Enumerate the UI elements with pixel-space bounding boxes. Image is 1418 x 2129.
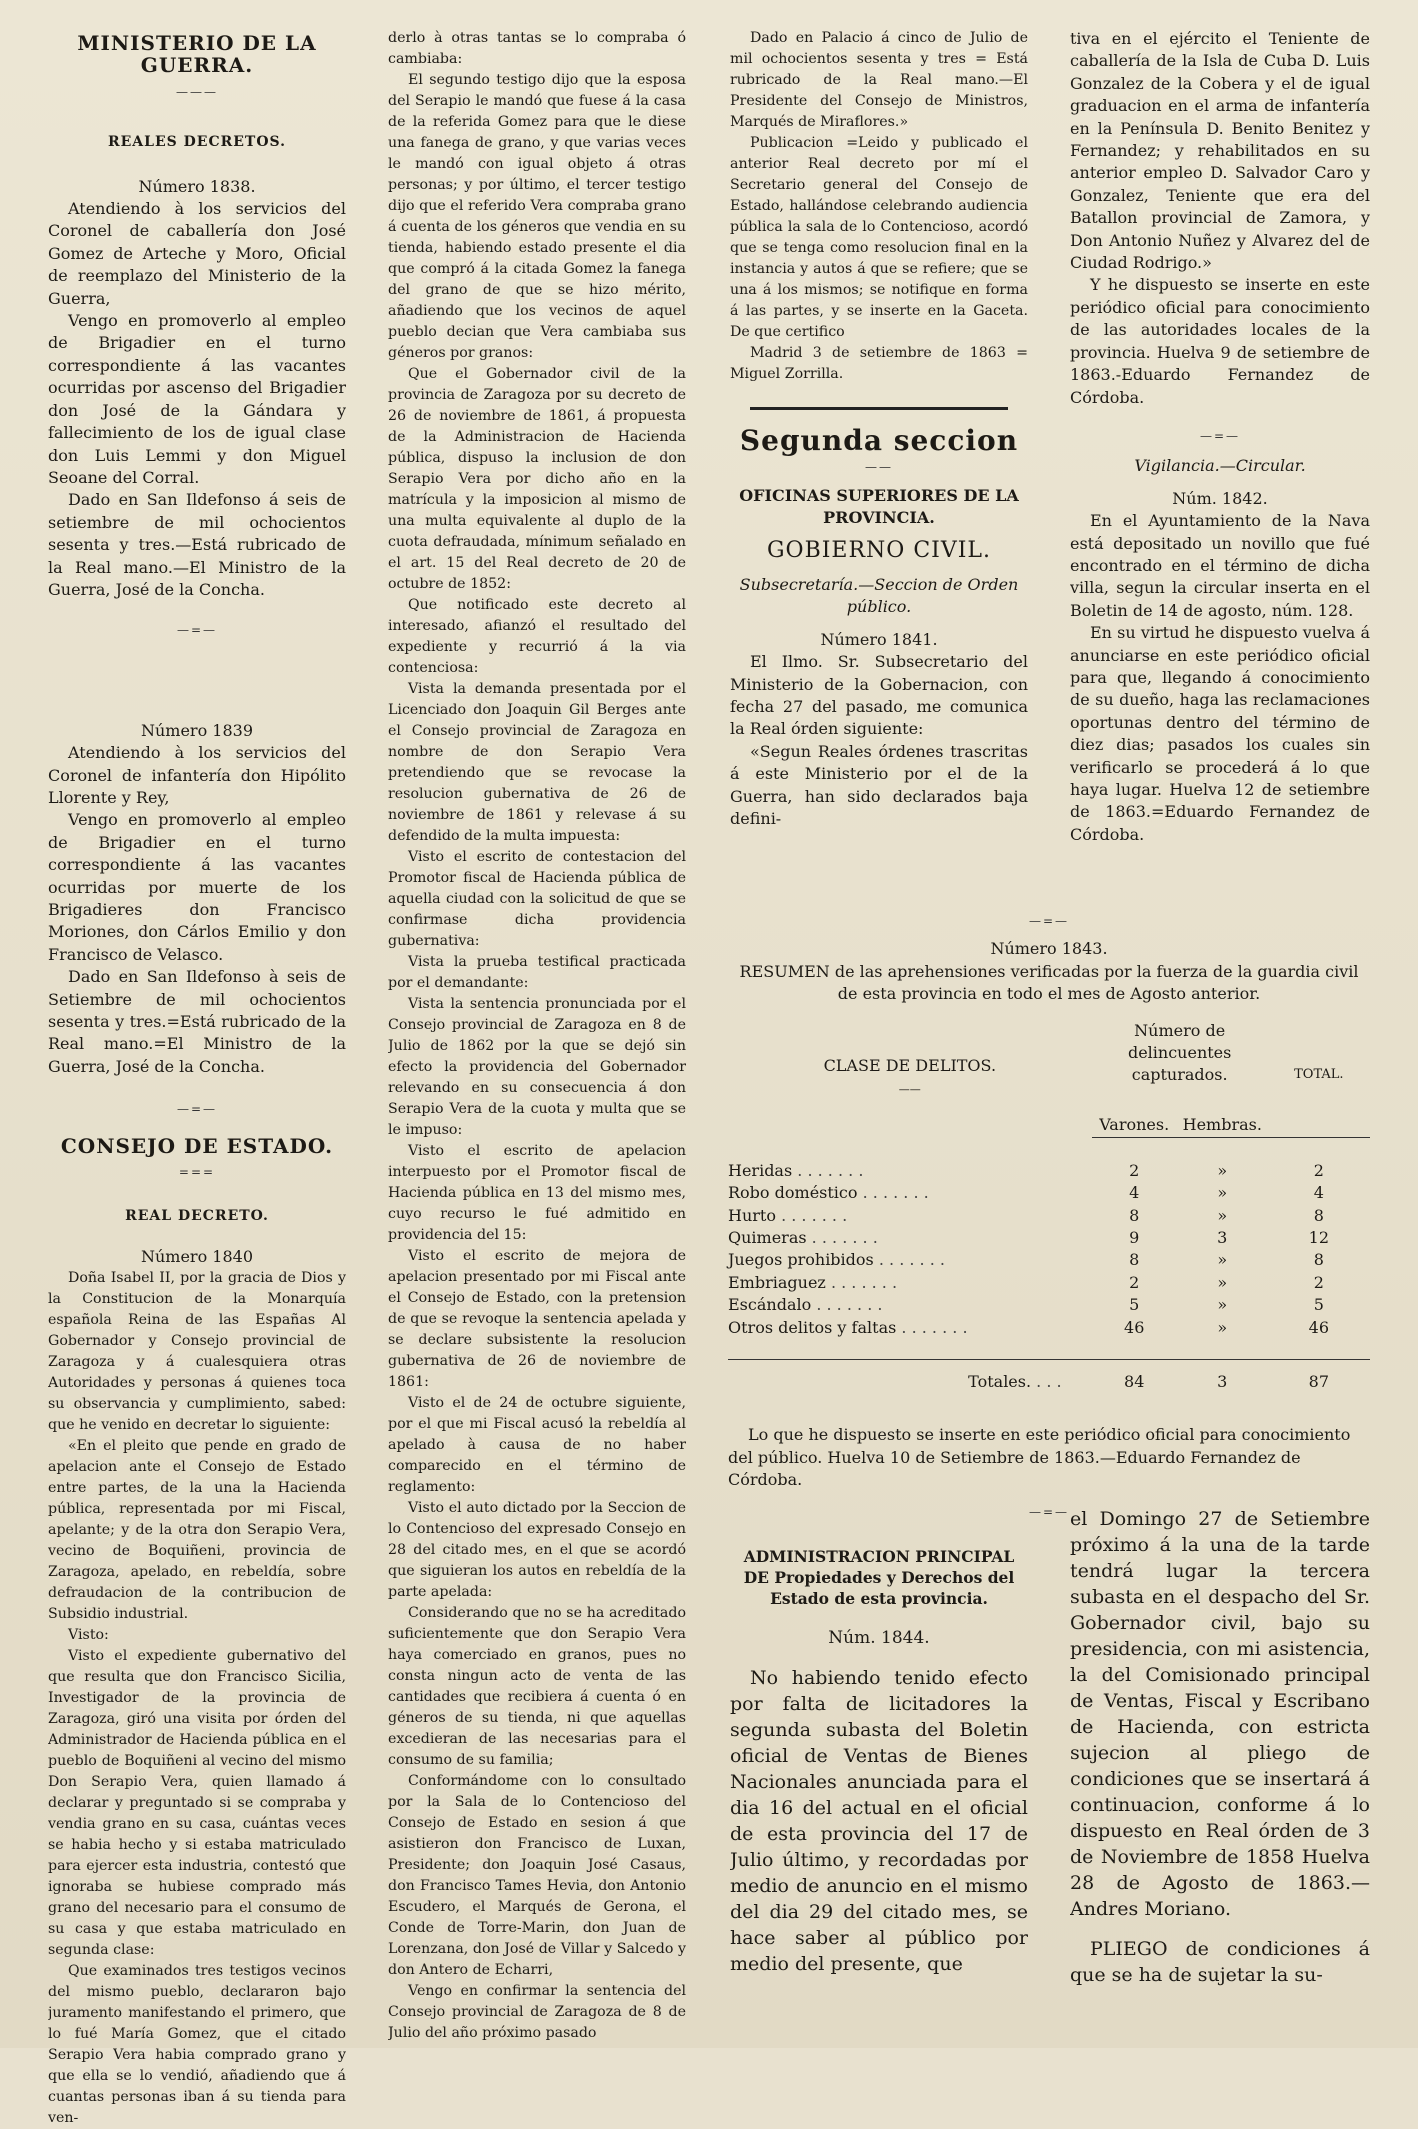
paragraph: el Domingo 27 de Setiembre próximo á la una de la tarde tendrá lugar la tercera subasta en el despacho del Sr. Gobernador civil, bajo su presidencia, con mi asistencia, la del Comisionado principal de Ventas, Fiscal y Escribano de Hacienda, con estricta sujecion al pliego de condiciones que se insertará á continuacion, conforme á lo dispuesto en Real órden de 3 de Noviembre de 1858 Huelva 28 de Agosto de 1863.—Andres Moriano. [1070,1508,1370,1920]
delito-label: Embriaguez . . . . . . . [728,1272,898,1292]
divider: —=— [1028,914,1070,928]
varones-cell: 2 [1129,1160,1140,1180]
total-cell: 8 [1313,1205,1324,1225]
paragraph: Visto el de 24 de octubre siguiente, por el que mi Fiscal acusó la rebeldía al apelado à causa de no haber comparecido en el término de reglamento: [388,1395,686,1495]
hembras-cell: 3 [1217,1228,1228,1248]
varones-cell: 8 [1129,1250,1140,1270]
paragraph: Lo que he dispuesto se inserte en este periódico oficial para conocimiento del público. Huelva 10 de Setiembre de 1863.—Eduardo Fernandez de Córdoba. [728,1425,1351,1489]
hembras-cell: » [1217,1272,1228,1292]
header-numero: Número de delincuentes capturados. [1127,1020,1232,1085]
ministry-title: MINISTERIO DE LA GUERRA. [77,31,317,78]
table-row [728,1249,1370,1271]
hembras-cell: » [1217,1183,1228,1203]
admin-section [730,1546,1028,1977]
hembras-cell: » [1217,1205,1228,1225]
paragraph: Vista la demanda presentada por el Licenciado don Joaquin Gil Berges ante el Consejo provincial de Zaragoza en nombre de don Serapio Vera pretendiendo que se revocase la resolucion gubernativa de 26 de noviembre de 1861 y relevase á su defendido de la multa impuesta: [388,681,686,844]
paragraph: PLIEGO de condiciones á que se ha de sujetar la su- [1070,1938,1370,1986]
paragraph: Publicacion =Leido y publicado el anterior Real decreto por mí el Secretario general del Consejo de Estado, hallándose celebrando audiencia pública la sala de lo Contencioso, acordó que se tenga como resolucion final en la instancia y autos á que se refiere; que se una á los mismos; se notifique en forma á las partes, y se inserte en la Gaceta. De que certifico [730,135,1028,340]
section-rule [750,407,1008,410]
paragraph: tiva en el ejército el Teniente de caballería de la Isla de Cuba D. Luis Gonzalez de la Cobera y el de igual graduacion en el arma de infantería en la Península D. Benito Benitez y Fernandez; y rehabilitados en su anterior empleo D. Salvador Caro y Gonzalez, Teniente que era del Batallon provincial de Zamora, y Don Antonio Nuñez y Alvarez del de Ciudad Rodrigo.» [1070,29,1370,273]
table-row [728,1227,1370,1249]
gobierno-title: GOBIERNO CIVIL. [766,537,992,563]
total-cell: 12 [1308,1228,1330,1248]
delito-label: Heridas . . . . . . . [728,1160,864,1180]
paragraph: En su virtud he dispuesto vuelva á anunciarse en este periódico oficial para que, llegando á conocimiento de su dueño, haga las reclamaciones oportunas dentro del término de diez dias; pasados los cuales sin verificarlo se procederá á lo que haya lugar. Huelva 12 de setiembre de 1863.=Eduardo Fernandez de Córdoba. [1070,623,1370,844]
varones-cell: 4 [1129,1183,1140,1203]
header-clase: CLASE DE DELITOS. —— [823,1056,997,1097]
total-total: 87 [1308,1371,1330,1391]
hembras-cell: » [1217,1295,1228,1315]
paragraph: El segundo testigo dijo que la esposa del Serapio le mandó que fuese á la casa de la referida Gomez para que le diese una fanega de grano, y que varias veces le mandó con igual objeto á otras personas; y por último, el tercer testigo dijo que el referido Vera compraba grano á cuenta de los géneros que vendia en su tienda, habiendo estado presente el dia que compró á la citada Gomez la fanega del grano de que se hizo mérito, añadiendo que los vecinos de aquel pueblo decian que Vera cambiaba sus géneros por granos: [388,72,686,361]
admin-title: ADMINISTRACION PRINCIPAL DE Propiedades y Derechos del Estado de esta provincia. [743,1547,1015,1608]
varones-cell: 9 [1129,1228,1140,1248]
total-cell: 5 [1313,1295,1324,1315]
paragraph: Que notificado este decreto al interesado, afianzó el resultado del expediente y recurrió á la via contenciosa: [388,597,686,676]
paragraph: Dado en Palacio á cinco de Julio de mil ochocientos sesenta y tres = Está rubricado de la Real mano.—El Presidente del Consejo de Ministros, Marqués de Miraflores.» [730,30,1028,130]
delitos-table [728,1020,1370,1404]
totals-label: Totales. . . . [968,1371,1062,1391]
resumen-title: RESUMEN de las aprehensiones verificadas por la fuerza de la guardia civil de esta provincia en todo el mes de Agosto anterior. [739,961,1359,1004]
decree-number: Núm. 1842. [1172,488,1268,508]
table-row [728,1205,1370,1227]
hembras-cell: » [1217,1160,1228,1180]
decree-number: Núm. 1844. [828,1628,930,1648]
paragraph: El Ilmo. Sr. Subsecretario del Ministerio de la Gobernacion, con fecha 27 del pasado, me comunica la Real órden siguiente: [730,652,1028,739]
delito-label: Juegos prohibidos . . . . . . . [728,1250,945,1270]
paragraph: En el Ayuntamiento de la Nava está depositado un novillo que fué encontrado en el término de dicha villa, segun la circular inserta en el Boletin de 14 de agosto, núm. 128. [1070,511,1370,620]
total-cell: 2 [1313,1272,1324,1292]
header-varones: Varones. [1092,1087,1177,1138]
header-hembras: Hembras. [1177,1087,1268,1138]
paragraph: Visto el escrito de contestacion del Promotor fiscal de Hacienda pública de aquella ciudad con la solicitud de que se confirmase dicha providencia gubernativa: [388,849,686,949]
table-row [728,1182,1370,1204]
paragraph: derlo à otras tantas se lo compraba ó cambiaba: [388,30,686,67]
divider: —=— [1028,1505,1070,1520]
delito-label: Robo doméstico . . . . . . . [728,1183,929,1203]
resumen-section [728,906,1370,1528]
total-cell: 8 [1313,1250,1324,1270]
divider: —=— [176,1102,218,1117]
decree-number: Número 1838. [138,176,256,196]
paragraph: Madrid 3 de setiembre de 1863 = Miguel Zorrilla. [730,345,1028,382]
hembras-cell: » [1217,1250,1228,1270]
header-total: TOTAL. [1294,1067,1344,1083]
consejo-title: CONSEJO DE ESTADO. [60,1133,334,1158]
paragraph: Visto el escrito de mejora de apelacion presentado por mi Fiscal ante el Consejo de Estado, con la pretension de que se revoque la sentencia apelada y se declare subsistente la resolucion gubernativa de 26 de noviembre de 1861: [388,1248,686,1390]
admin-continued [1070,1506,1370,2026]
total-cell: 2 [1313,1160,1324,1180]
paragraph: Vengo en confirmar la sentencia del Consejo provincial de Zaragoza de 8 de Julio del año próximo pasado [388,1983,686,2041]
table-body [728,1160,1370,1339]
decree-number: Número 1839 [140,720,254,740]
divider: ——— [176,84,218,99]
paragraph: Que examinados tres testigos vecinos del mismo pueblo, declararon bajo juramento manifestando el primero, que lo fué María Gomez, que el citado Serapio Vera habia comprado grano y que ella se lo vendió, añadiendo que á cuantas personas iban á su tienda para ven- [48,1963,346,2127]
paragraph: «Segun Reales órdenes trascritas á este Ministerio por el de la Guerra, han sido declarados baja defini- [730,741,1028,829]
delito-label: Otros delitos y faltas . . . . . . . [728,1317,968,1337]
paragraph: Dado en San Ildefonso à seis de Setiembre de mil ochocientos sesenta y tres.=Está rubricado de la Real mano.=El Ministro de la Guerra, José de la Concha. [48,967,346,1076]
paragraph: «En el pleito que pende en grado de apelacion ante el Consejo de Estado entre partes, de la una la Hacienda pública, representada por mi Fiscal, apelante; y de la otra don Serapio Vera, vecino de Boquiñeni, provincia de Zaragoza, apelado, en rebeldía, sobre defraudacion de la contribucion de Subsidio industrial. [48,1438,346,1623]
paragraph: Vengo en promoverlo al empleo de Brigadier en el turno correspondiente á las vacantes ocurridas por ascenso del Brigadier don José de la Gándara y fallecimiento de los de igual clase don Luis Lemmi y don Miguel Seoane del Corral. [48,311,346,487]
paragraph: Que el Gobernador civil de la provincia de Zaragoza por su decreto de 26 de noviembre de 1861, á propuesta de la Administracion de Hacienda pública, dispuso la inclusion de don Serapio Vera por dicho año en la matrícula y la imposicion al mismo de una multa equivalente al duplo de la cuota defraudada, mínimum señalado en el art. 15 del Real decreto de 20 de octubre de 1852: [388,366,686,592]
decree-number: Número 1841. [820,629,938,649]
divider: —— [865,460,893,475]
paragraph: Visto: [68,1627,109,1644]
hembras-cell: » [1217,1317,1228,1337]
delito-label: Quimeras . . . . . . . [728,1228,878,1248]
table-row [728,1317,1370,1339]
spacer [48,646,346,704]
paragraph: Considerando que no se ha acreditado suficientemente que don Serapio Vera haya comerciado en granos, pues no consta ningun acto de venta de las cantidades que recibiera á cuenta ó en géneros de su tienda, ni que aquellas excedieran de las necesarias para el consumo de su familia; [388,1605,686,1768]
paragraph: Y he dispuesto se inserte en este periódico oficial para conocimiento de las autoridades locales de la provincia. Huelva 9 de setiembre de 1863.-Eduardo Fernandez de Córdoba. [1070,275,1370,407]
divider: —=— [1199,428,1241,443]
delito-label: Hurto . . . . . . . [728,1205,848,1225]
varones-cell: 46 [1124,1317,1145,1337]
paragraph: Vista la prueba testifical practicada por el demandante: [388,954,686,991]
delito-label: Escándalo . . . . . . . [728,1295,883,1315]
column-1 [48,28,346,2129]
column-3 [730,28,1028,908]
paragraph: Atendiendo à los servicios del Coronel de infantería don Hipólito Llorente y Rey, [48,743,346,807]
divider: —=— [176,623,218,638]
total-cell: 46 [1308,1317,1330,1337]
oficinas-title: OFICINAS SUPERIORES DE LA PROVINCIA. [739,485,1019,528]
section-title: Segunda seccion [739,424,1019,457]
real-decreto-title: REAL DECRETO. [125,1208,269,1225]
total-cell: 4 [1313,1183,1324,1203]
varones-cell: 5 [1129,1295,1140,1315]
paragraph: Doña Isabel II, por la gracia de Dios y la Constitucion de la Monarquía española Reina de las Españas Al Gobernador y Consejo provincial de Zaragoza y á cualesquiera otras Autoridades y personas á quienes toca su observancia y cumplimiento, sabed: que he venido en decretar lo siguiente: [48,1270,346,1434]
table-row [728,1294,1370,1316]
decree-number: Número 1840 [140,1246,254,1266]
paragraph: Visto el escrito de apelacion interpuesto por el Promotor fiscal de Hacienda pública en 13 del mismo mes, cuyo recurso le fué admitido en providencia del 15: [388,1143,686,1243]
paragraph: Conformándome con lo consultado por la Sala de lo Contencioso del Consejo de Estado en sesion á que asistieron don Francisco de Luxan, Presidente; don Joaquin José Casaus, don Francisco Tames Hevia, don Antonio Escudero, el Marqués de Gerona, el Conde de Torre-Marin, don Juan de Lorenzana, don José de Villar y Salcedo y don Antero de Echarri, [388,1773,686,1978]
subsecretaria-title: Subsecretaría.—Seccion de Orden público. [739,575,1019,617]
paragraph: Atendiendo à los servicios del Coronel de caballería don José Gomez de Arteche y Moro, Oficial de reemplazo del Ministerio de la Guerra, [48,199,346,308]
total-hembras: 3 [1217,1371,1228,1391]
varones-cell: 8 [1129,1205,1140,1225]
total-varones: 84 [1124,1371,1145,1391]
varones-cell: 2 [1129,1272,1140,1292]
vigilancia-title: Vigilancia.—Circular. [1134,456,1306,476]
paragraph: Vista la sentencia pronunciada por el Consejo provincial de Zaragoza en 8 de Julio de 1862 por la que se dejó sin efecto la providencia del Gobernador relevando en su consecuencia á don Serapio Vera de la cuota y multa que se le impuso: [388,996,686,1138]
paragraph: Visto el expediente gubernativo del que resulta que don Francisco Sicilia, Investigador de la provincia de Zaragoza, giró una visita por órden del Administrador de Hacienda pública en el pueblo de Boquiñeni al vecino del mismo Don Serapio Vera, quien llamado á declarar y preguntado si se compraba y vendia grano en su casa, cuántas veces se habia hecho y si estaba matriculado para ejercer esta industria, contestó que ignoraba se hubiese comprado más grano del necesario para el consumo de su casa y que estaba matriculado en segunda clase: [48,1648,346,1959]
paragraph: No habiendo tenido efecto por falta de licitadores la segunda subasta del Boletin oficial de Ventas de Bienes Nacionales anunciada para el dia 16 del actual en el oficial de esta provincia del 17 de Julio último, y recordadas por medio de anuncio en el mismo del dia 29 del citado mes, se hace saber al público por medio del presente, que [730,1667,1028,1976]
section-subtitle: REALES DECRETOS. [107,134,287,151]
column-4 [1070,28,1370,908]
paragraph: Vengo en promoverlo al empleo de Brigadier en el turno correspondiente á las vacantes ocurridas por muerte de los Brigadieres don Francisco Moriones, don Cárlos Emilio y don Francisco de Velasco. [48,810,346,964]
paragraph: Dado en San Ildefonso á seis de setiembre de mil ochocientos sesenta y tres.—Está rubricado de la Real mano.—El Ministro de la Guerra, José de la Concha. [48,490,346,599]
divider: === [178,1165,216,1180]
paragraph: Visto el auto dictado por la Seccion de lo Contencioso del expresado Consejo en 28 del citado mes, en el que se acordó que siguieran los autos en rebeldía de la parte apelada: [388,1500,686,1600]
table-row [728,1160,1370,1182]
decree-number: Número 1843. [990,939,1108,959]
table-row [728,1272,1370,1294]
column-2 [388,28,686,2044]
